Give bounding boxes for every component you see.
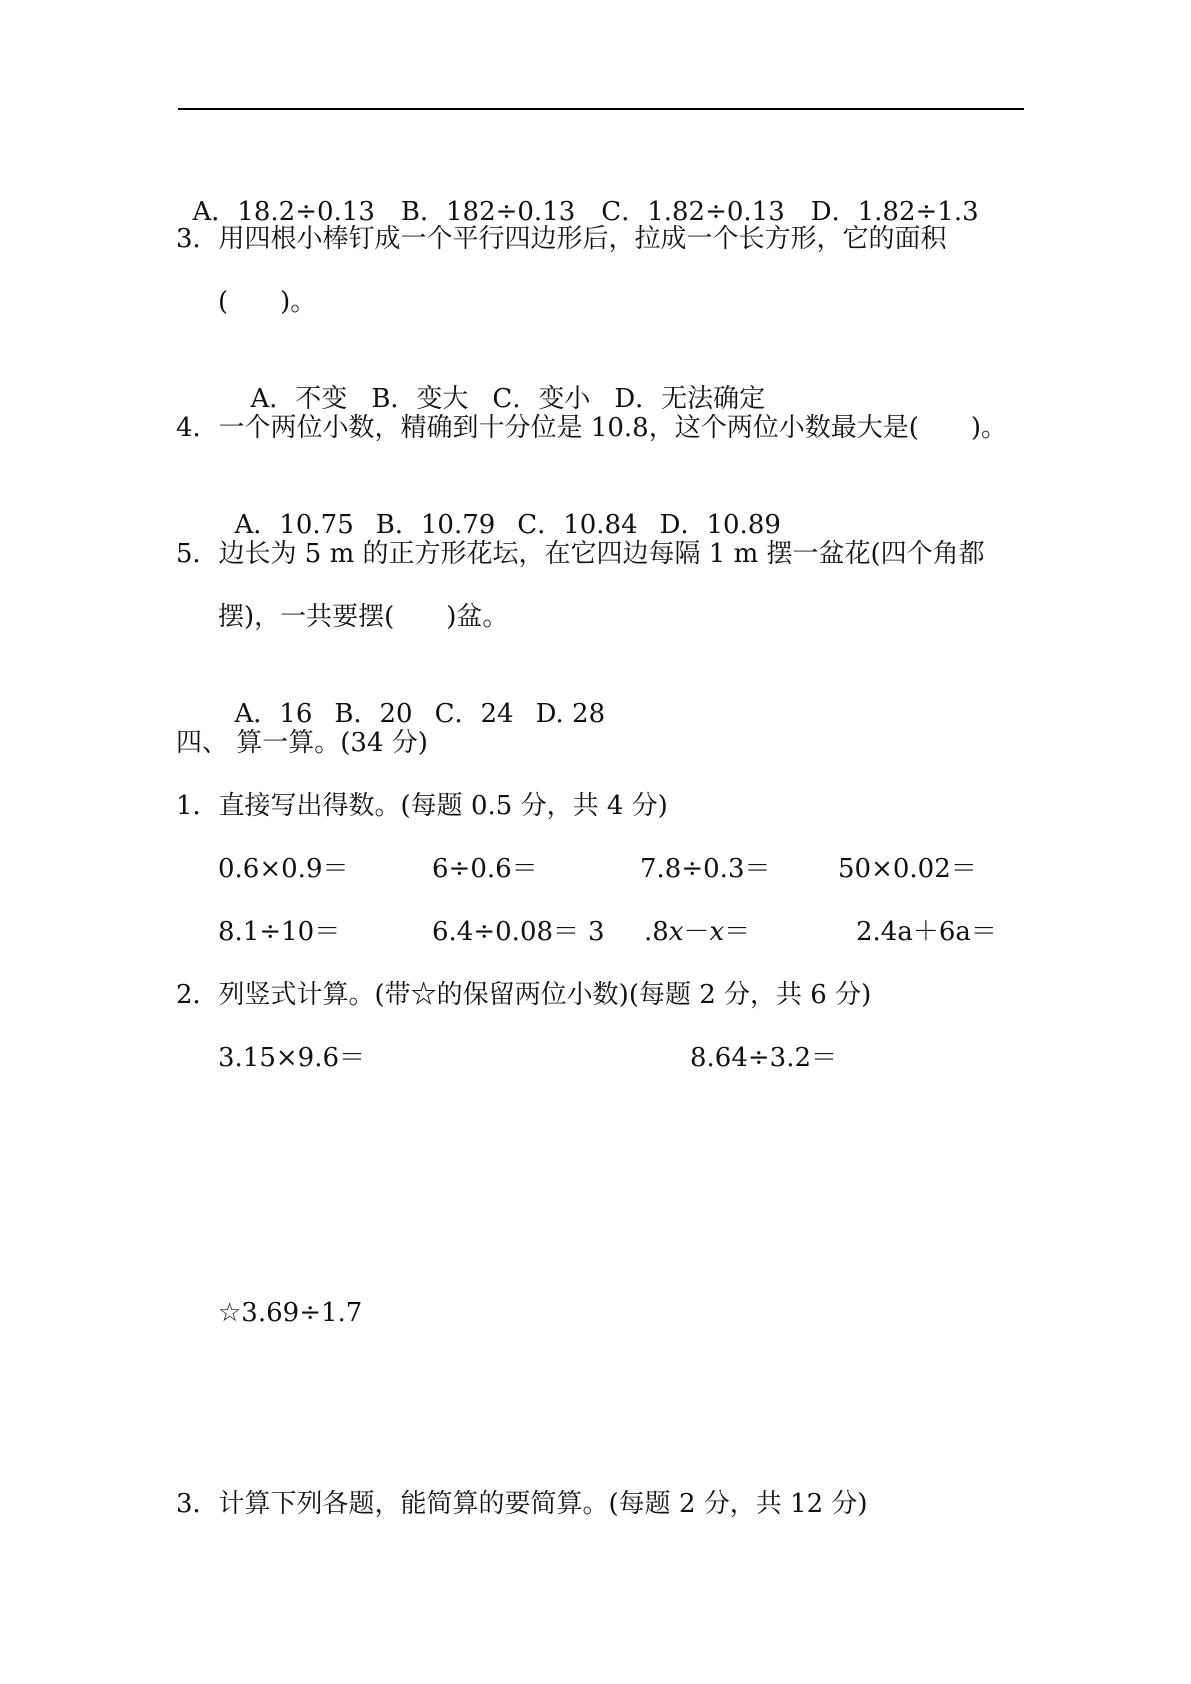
oral-calc-item: 6.4÷0.08＝ (432, 917, 580, 947)
oral-calc-item: 50×0.02＝ (838, 854, 977, 884)
q5-option-d: D. 28 (535, 699, 606, 729)
q3-blank: ( )。 (218, 287, 317, 317)
vertical-calc-item: ☆3.69÷1.7 (218, 1298, 363, 1328)
equals-sign: ＝ (724, 917, 751, 947)
q3-options (234, 348, 765, 416)
variable-x: x (668, 917, 684, 947)
q5-option-a: A．16 (234, 699, 313, 729)
vertical-calc-item: 3.15×9.6＝ (218, 1043, 366, 1073)
variable-x: x (709, 917, 725, 947)
oral-calc-item: 7.8÷0.3＝ (640, 854, 771, 884)
oral-calc-item: 8.1÷10＝ (218, 917, 341, 947)
q5-stem-continued: 摆)，一共要摆( )盆。 (218, 602, 509, 632)
expr-part: .8 (644, 917, 669, 947)
q2-options (176, 161, 979, 229)
oral-calc-item-fragment: 3 (588, 917, 605, 947)
q3-option-a: A．不变 (250, 384, 348, 414)
section-title: 四、 算一算。(34 分) (176, 728, 428, 758)
q3-stem: 3．用四根小棒钉成一个平行四边形后，拉成一个长方形，它的面积 (176, 224, 947, 254)
oral-calc-item: 0.6×0.9＝ (218, 854, 349, 884)
q3-option-c: C．变小 (492, 384, 591, 414)
oral-calc-item: 6÷0.6＝ (432, 854, 538, 884)
q4-option-d: D．10.89 (659, 510, 781, 540)
q2-option-b: B．182÷0.13 (400, 197, 576, 227)
header-rule (178, 108, 1024, 110)
q5-option-c: C．24 (434, 699, 514, 729)
q3-option-b: B．变大 (371, 384, 469, 414)
part3-title: 3．计算下列各题，能简算的要简算。(每题 2 分，共 12 分) (176, 1489, 868, 1519)
q4-option-a: A．10.75 (234, 510, 354, 540)
vertical-calc-item: 8.64÷3.2＝ (690, 1043, 838, 1073)
part1-title: 1．直接写出得数。(每题 0.5 分，共 4 分) (176, 791, 668, 821)
q4-options (218, 474, 781, 542)
q2-option-d: D．1.82÷1.3 (810, 197, 979, 227)
q5-options (218, 663, 605, 731)
q5-option-b: B．20 (334, 699, 413, 729)
q4-option-b: B．10.79 (375, 510, 496, 540)
q5-stem: 5．边长为 5 m 的正方形花坛，在它四边每隔 1 m 摆一盆花(四个角都 (176, 539, 985, 569)
part2-title: 2．列竖式计算。(带☆的保留两位小数)(每题 2 分，共 6 分) (176, 980, 872, 1010)
q3-option-d: D．无法确定 (614, 384, 766, 414)
q2-option-a: A．18.2÷0.13 (192, 197, 375, 227)
q4-stem: 4．一个两位小数，精确到十分位是 10.8，这个两位小数最大是( )。 (176, 413, 1007, 443)
minus-sign: － (683, 917, 710, 947)
q4-option-c: C．10.84 (517, 510, 638, 540)
oral-calc-item: 2.4a＋6a＝ (856, 917, 997, 947)
q2-option-c: C．1.82÷0.13 (601, 197, 785, 227)
oral-calc-item (644, 915, 750, 949)
